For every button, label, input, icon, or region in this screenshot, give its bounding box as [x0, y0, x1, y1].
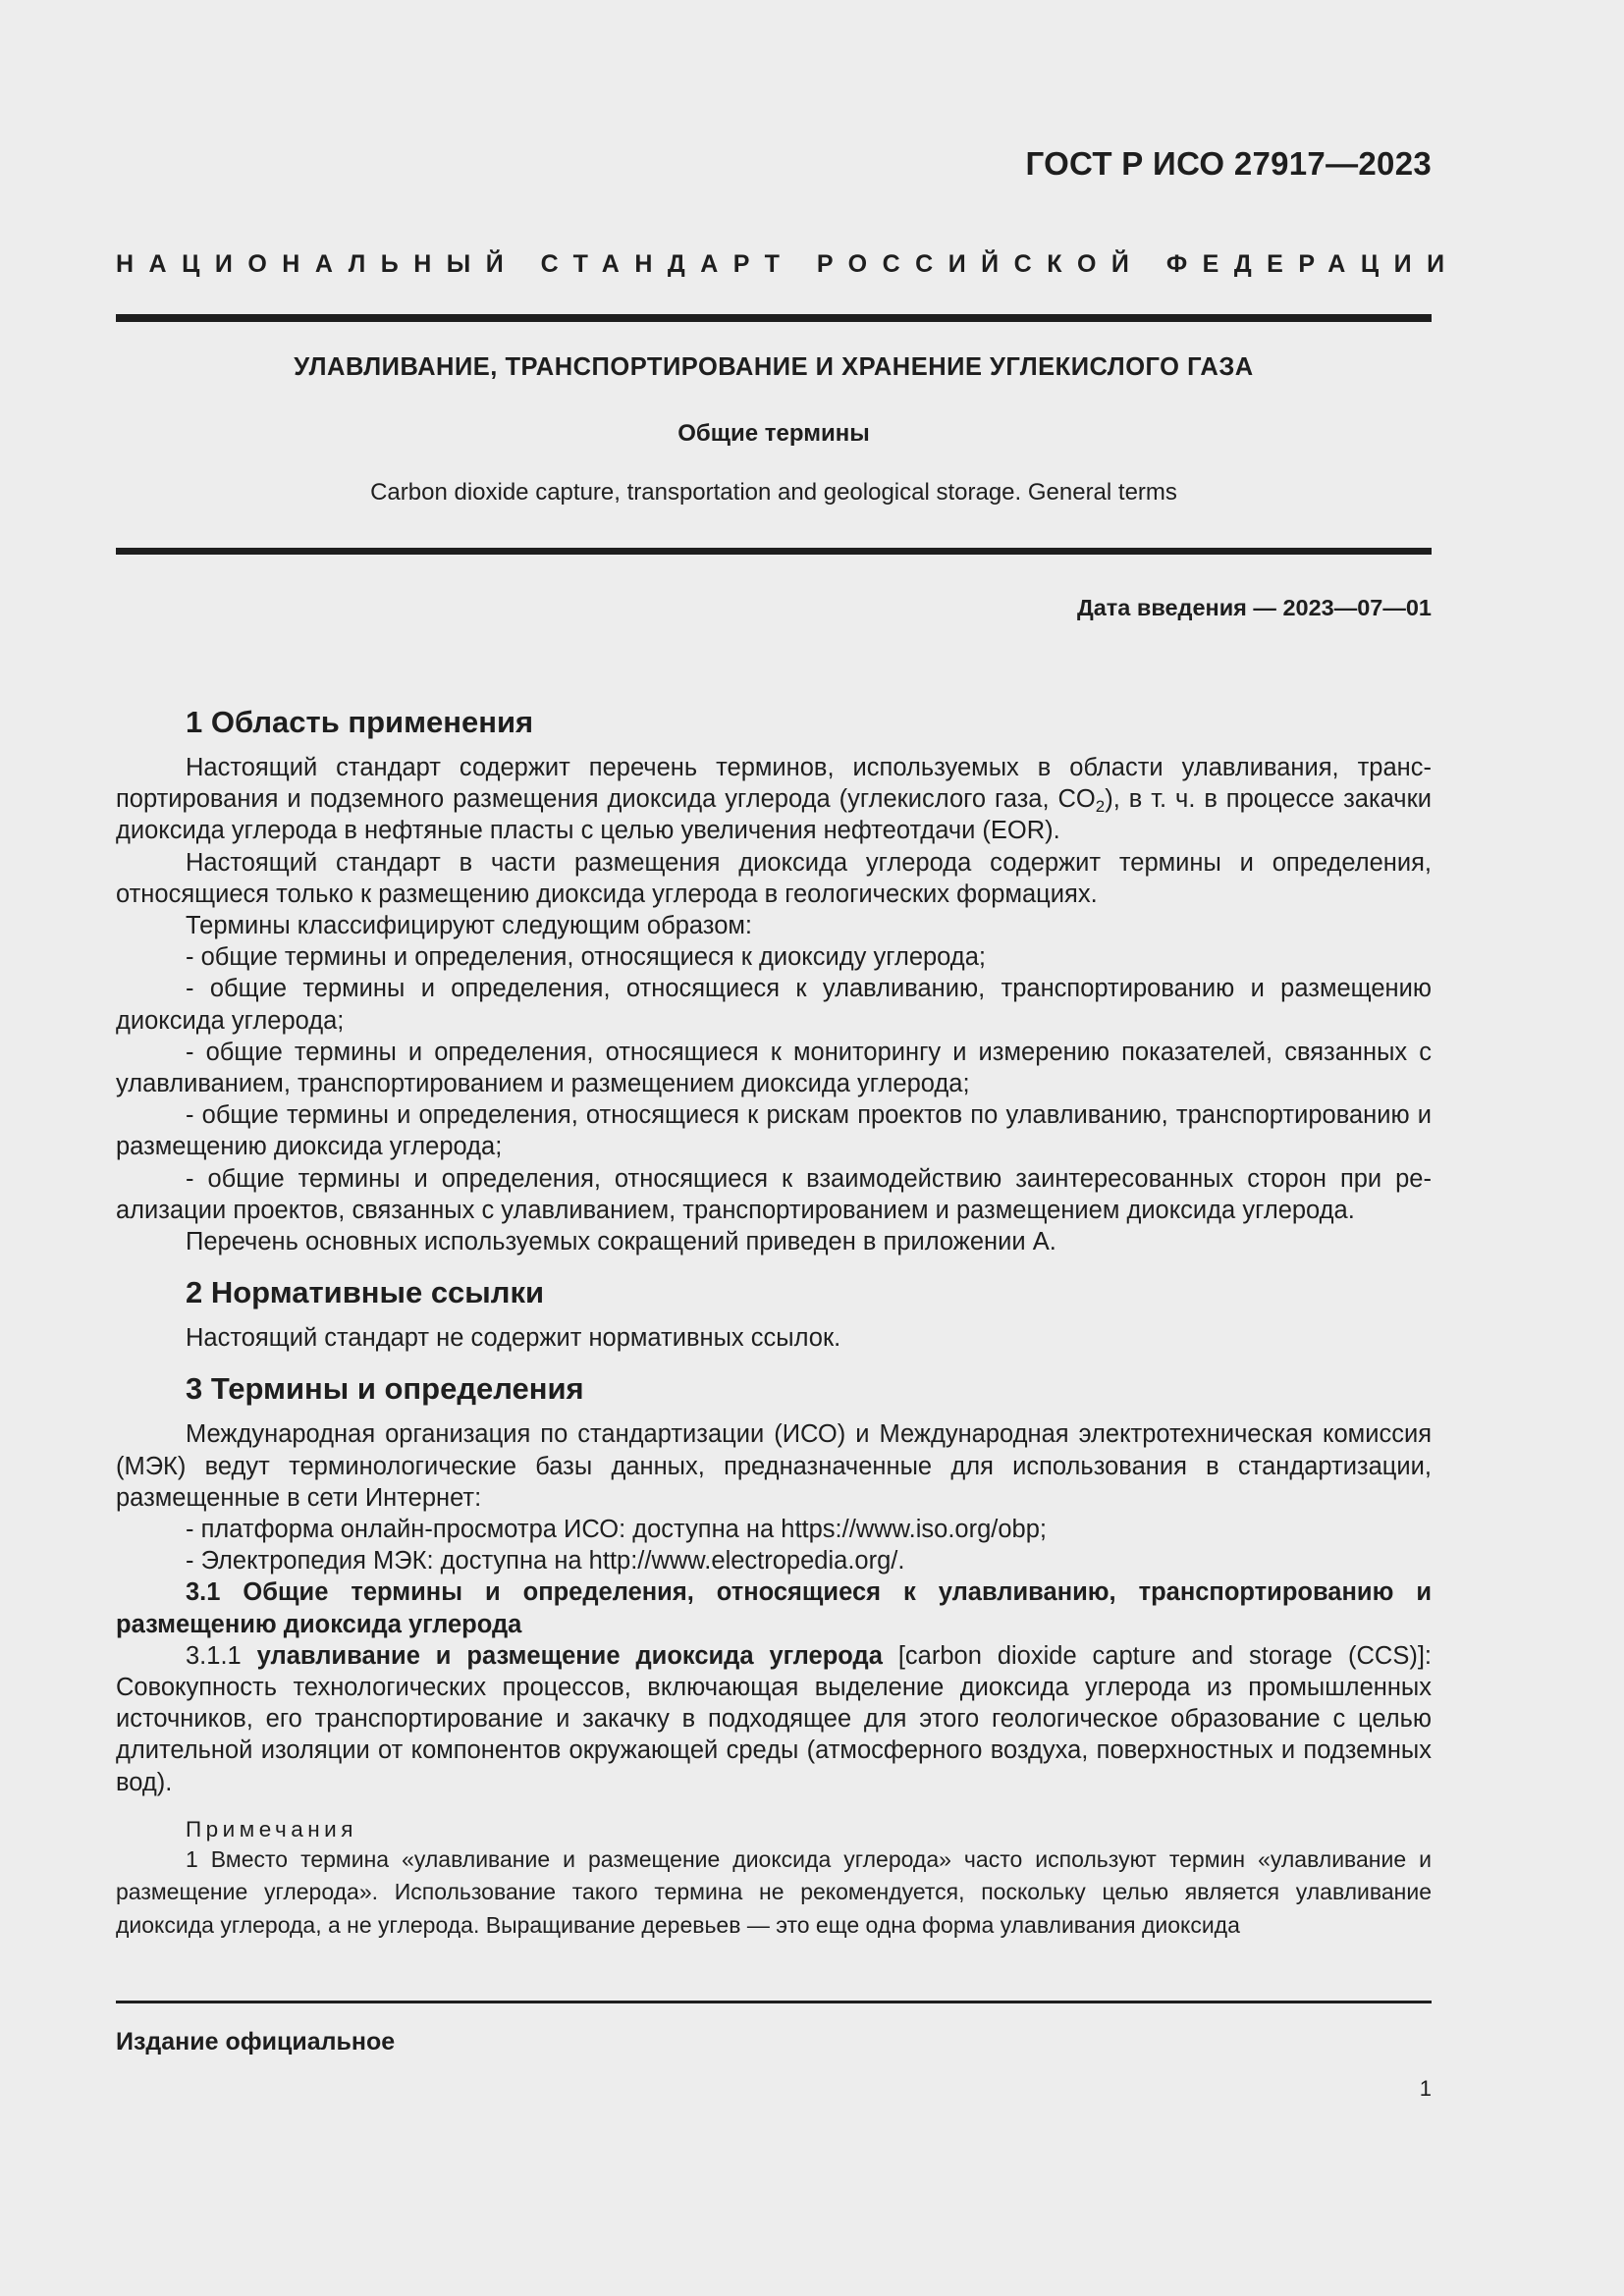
section-2-heading: 2 Нормативные ссылки	[186, 1275, 545, 1310]
divider-thick-bottom	[116, 548, 1432, 555]
section-1-paragraph: Настоящий стандарт в части размещения диоксида углерода содержит термины и определения, относящиеся только к размещению диоксида углерода в геологических формациях.	[116, 848, 1432, 908]
section-1-paragraph: Перечень основных используемых сокращений приведен в приложении А.	[186, 1228, 1056, 1256]
list-item: - общие термины и определения, относящиеся к диоксиду углерода;	[186, 943, 986, 972]
list-item: - общие термины и определения, относящиеся к рискам проектов по улавливанию, транспортированию и размещению диоксида углерода;	[116, 1101, 1432, 1161]
list-item: - общие термины и определения, относящиеся к взаимодействию заинтересованных сторон при реализации проектов, связанных с улавливанием, транспортированием и размещением диоксида углерода.	[116, 1164, 1432, 1224]
document-title: УЛАВЛИВАНИЕ, ТРАНСПОРТИРОВАНИЕ И ХРАНЕНИЕ УГЛЕКИСЛОГО ГАЗА	[294, 353, 1254, 381]
national-standard-banner: НАЦИОНАЛЬНЫЙ СТАНДАРТ РОССИЙСКОЙ ФЕДЕРАЦИИ	[116, 250, 1460, 278]
iso-obp-link[interactable]: - платформа онлайн-просмотра ИСО: доступна на https://www.iso.org/obp;	[186, 1516, 1047, 1544]
electropedia-link[interactable]: - Электропедия МЭК: доступна на http://www.electropedia.org/.	[186, 1547, 905, 1575]
section-3-heading: 3 Термины и определения	[186, 1371, 584, 1407]
page-number: 1	[1419, 2076, 1432, 2101]
section-2-paragraph: Настоящий стандарт не содержит нормативных ссылок.	[186, 1324, 841, 1353]
note-1: 1 Вместо термина «улавливание и размещение диоксида углерода» часто используют термин «улавливание и размещение углерода». Использование такого термина не рекомендуется, поскольку целью является улавливание диоксида углерода, а не углерода. Выращивание деревьев — это еще одна форма улавливания диоксида	[116, 1845, 1432, 1938]
section-1-heading: 1 Область применения	[186, 705, 534, 739]
section-1-paragraph: Термины классифицируют следующим образом:	[186, 912, 752, 940]
section-3-paragraph: Международная организация по стандартизации (ИСО) и Международная электротехническая комиссия (МЭК) ведут терминологические базы данных, предназначенные для использования в стандартизации, размещенные в сети Интернет:	[116, 1420, 1432, 1512]
term-3-1-1: 3.1.1 улавливание и размещение диоксида углерода [carbon dioxide capture and storage (CCS)]: Совокупность технологических процессов, включающая выделение диоксида углерода из промышленных источников, его транспортирование и закачку в подходящее для этого геологическое образование с целью длительной изоляции от компонентов окружающей среды (атмосферного воздуха, поверхностных и подземных вод).	[116, 1641, 1432, 1796]
list-item: - общие термины и определения, относящиеся к мониторингу и измерению показателей, связанных с улавливанием, транспортированием и размещением диоксида углерода;	[116, 1038, 1432, 1098]
document-body	[116, 703, 1432, 1942]
notes-heading: Примечания	[186, 1816, 357, 1842]
divider-footer	[116, 2001, 1432, 2003]
document-subtitle: Общие термины	[677, 420, 870, 447]
list-item: - общие термины и определения, относящиеся к улавливанию, транспортированию и размещению диоксида углерода;	[116, 975, 1432, 1035]
english-title: Carbon dioxide capture, transportation and geological storage. General terms	[370, 479, 1177, 506]
divider-thick-top	[116, 314, 1432, 322]
subsection-3-1-heading: 3.1 Общие термины и определения, относящиеся к улавливанию, транспортированию и размещению диоксида углерода	[116, 1578, 1432, 1638]
document-code: ГОСТ Р ИСО 27917—2023	[1025, 145, 1432, 182]
introduction-date: Дата введения — 2023—07—01	[1076, 595, 1432, 620]
section-1-paragraph: Настоящий стандарт содержит перечень терминов, используемых в области улавливания, транспортирования и подземного размещения диоксида углерода (углекислого газа, $CO_2$), в т. ч. в процессе закачки диоксида углерода в нефтяные пласты с целью увеличения нефтеотдачи (EOR).	[116, 754, 1432, 845]
official-edition-label: Издание официальное	[116, 2028, 396, 2056]
